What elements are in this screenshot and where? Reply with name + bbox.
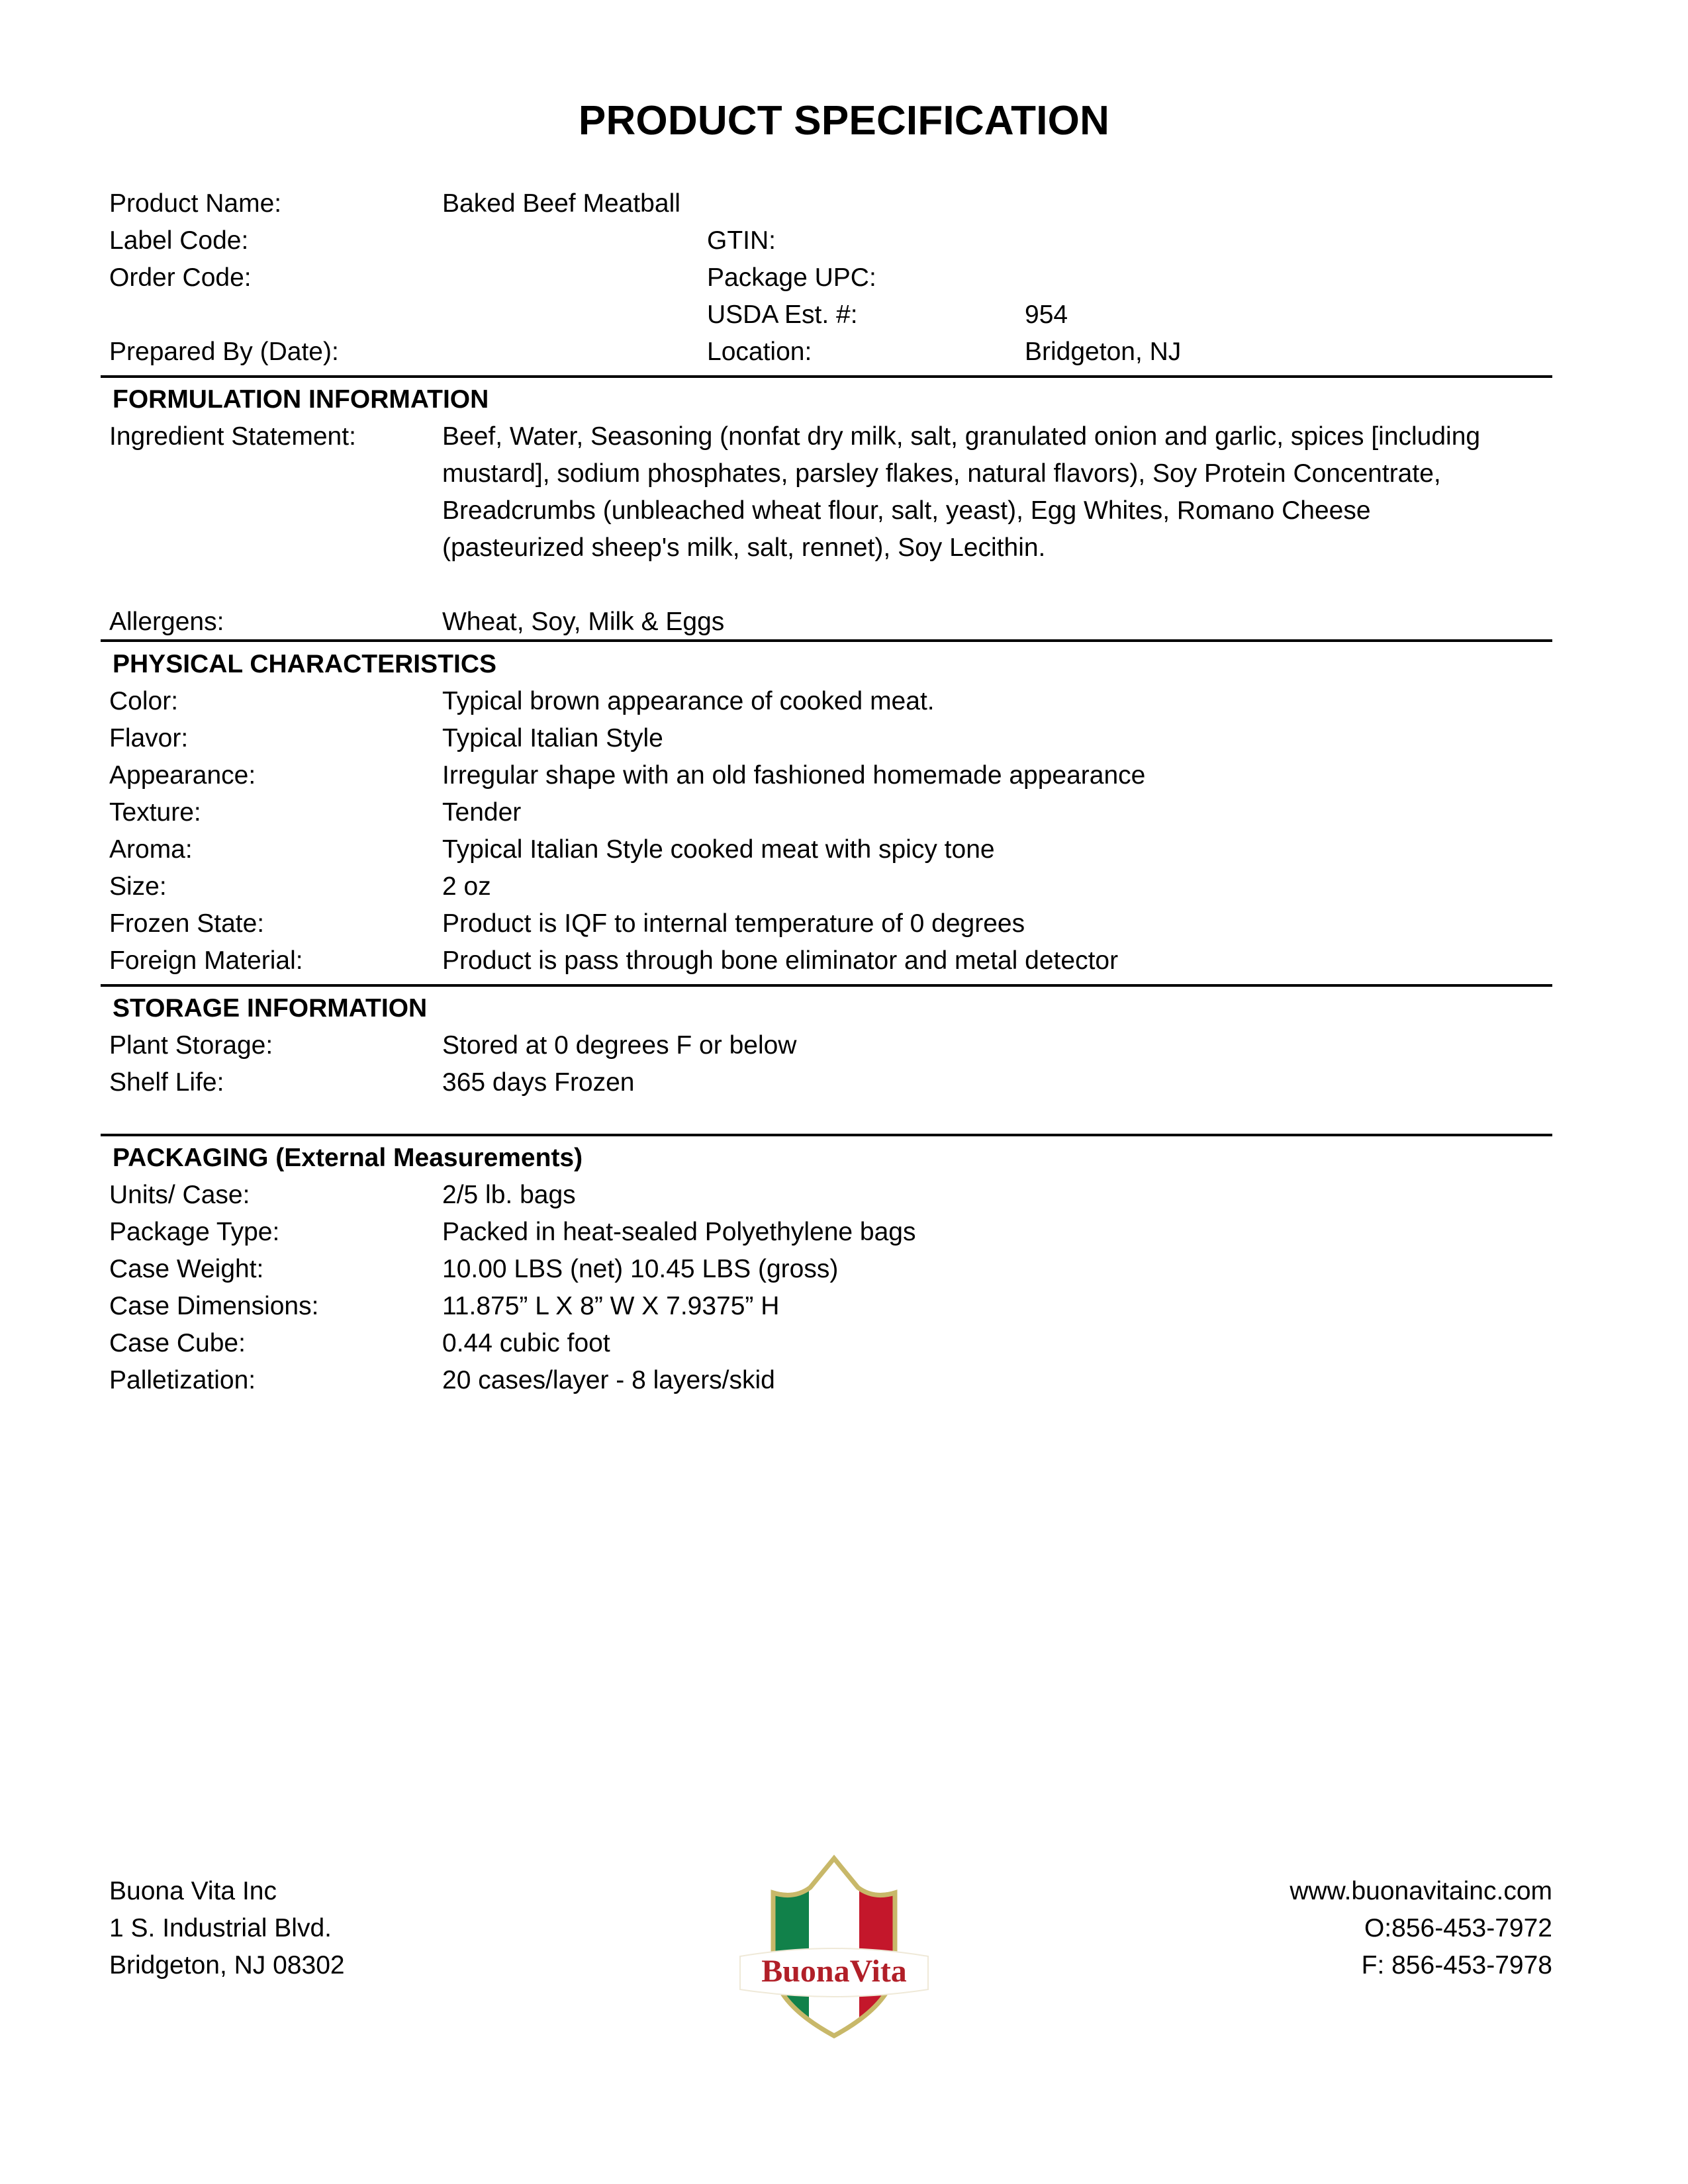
label-package-type: Package Type:: [109, 1218, 280, 1246]
value-ingredient-statement: Beef, Water, Seasoning (nonfat dry milk, salt, granulated onion and garlic, spices [including mustard], sodium phosphates, parsley flakes, natural flavors), Soy Protein Concentrate, Breadcrumbs (unbleached wheat flour, salt, yeast), Egg Whites, Romano Cheese (pasteurized sheep's milk, salt, rennet), Soy Lecithin.: [442, 422, 1481, 562]
label-usda-est: USDA Est. #:: [707, 300, 858, 329]
label-order-code: Order Code:: [109, 263, 252, 292]
row-plant-storage: [0, 1027, 1688, 1064]
row-allergens: [0, 604, 1688, 641]
footer-office-phone[interactable]: O:856-453-7972: [1364, 1914, 1552, 1942]
label-label-code: Label Code:: [109, 226, 249, 255]
header-row-product-name: [0, 185, 1688, 222]
header-row-prepared-by: [0, 334, 1688, 371]
row-appearance: [0, 757, 1688, 794]
label-case-weight: Case Weight:: [109, 1255, 264, 1283]
label-units-case: Units/ Case:: [109, 1181, 250, 1209]
label-case-cube: Case Cube:: [109, 1329, 246, 1357]
value-allergens: Wheat, Soy, Milk & Eggs: [442, 608, 725, 636]
label-shelf-life: Shelf Life:: [109, 1068, 224, 1097]
label-gtin: GTIN:: [707, 226, 776, 255]
row-flavor: [0, 720, 1688, 757]
section-heading-packaging: PACKAGING (External Measurements): [113, 1144, 583, 1172]
section-heading-physical: PHYSICAL CHARACTERISTICS: [113, 650, 496, 678]
divider-after-physical: [101, 984, 1552, 987]
footer-company-name: Buona Vita Inc: [109, 1877, 277, 1905]
label-color: Color:: [109, 687, 179, 715]
value-case-weight: 10.00 LBS (net) 10.45 LBS (gross): [442, 1255, 839, 1283]
header-row-usda-est: [0, 296, 1688, 334]
row-case-weight: [0, 1251, 1688, 1288]
footer-address-line2: Bridgeton, NJ 08302: [109, 1951, 345, 1979]
section-heading-storage: STORAGE INFORMATION: [113, 994, 428, 1023]
label-aroma: Aroma:: [109, 835, 193, 864]
value-foreign-material: Product is pass through bone eliminator and metal detector: [442, 946, 1119, 975]
row-frozen-state: [0, 905, 1688, 942]
value-usda-est: 954: [1025, 300, 1068, 329]
footer-fax-number[interactable]: F: 856-453-7978: [1361, 1951, 1552, 1979]
label-case-dimensions: Case Dimensions:: [109, 1292, 319, 1320]
label-plant-storage: Plant Storage:: [109, 1031, 273, 1060]
value-case-dimensions: 11.875” L X 8” W X 7.9375” H: [442, 1292, 780, 1320]
divider-after-formulation: [101, 639, 1552, 642]
page-title: PRODUCT SPECIFICATION: [578, 98, 1110, 144]
value-frozen-state: Product is IQF to internal temperature of 0 degrees: [442, 909, 1025, 938]
footer-website-link[interactable]: www.buonavitainc.com: [1289, 1877, 1552, 1905]
divider-after-header: [101, 375, 1552, 378]
value-aroma: Typical Italian Style cooked meat with spicy tone: [442, 835, 995, 864]
value-package-type: Packed in heat-sealed Polyethylene bags: [442, 1218, 916, 1246]
value-shelf-life: 365 days Frozen: [442, 1068, 635, 1097]
label-package-upc: Package UPC:: [707, 263, 876, 292]
label-size: Size:: [109, 872, 167, 901]
label-frozen-state: Frozen State:: [109, 909, 265, 938]
label-prepared-by: Prepared By (Date):: [109, 338, 339, 366]
label-location: Location:: [707, 338, 812, 366]
value-texture: Tender: [442, 798, 522, 827]
row-size: [0, 868, 1688, 905]
footer-contact-block: [1289, 1873, 1552, 1984]
label-ingredient-statement: Ingredient Statement:: [109, 422, 356, 451]
label-appearance: Appearance:: [109, 761, 256, 790]
buona-vita-logo: [728, 1846, 940, 2045]
row-foreign-material: [0, 942, 1688, 979]
section-heading-formulation: FORMULATION INFORMATION: [113, 385, 489, 414]
row-color: [0, 683, 1688, 720]
label-product-name: Product Name:: [109, 189, 282, 218]
row-texture: [0, 794, 1688, 831]
row-palletization: [0, 1362, 1688, 1399]
footer-address-line1: 1 S. Industrial Blvd.: [109, 1914, 332, 1942]
value-units-case: 2/5 lb. bags: [442, 1181, 576, 1209]
label-flavor: Flavor:: [109, 724, 189, 752]
value-flavor: Typical Italian Style: [442, 724, 663, 752]
value-location: Bridgeton, NJ: [1025, 338, 1182, 366]
divider-after-storage: [101, 1134, 1552, 1136]
row-units-case: [0, 1177, 1688, 1214]
label-foreign-material: Foreign Material:: [109, 946, 303, 975]
value-case-cube: 0.44 cubic foot: [442, 1329, 610, 1357]
row-case-dimensions: [0, 1288, 1688, 1325]
value-plant-storage: Stored at 0 degrees F or below: [442, 1031, 797, 1060]
header-row-label-code: [0, 222, 1688, 259]
value-palletization: 20 cases/layer - 8 layers/skid: [442, 1366, 775, 1394]
label-texture: Texture:: [109, 798, 201, 827]
label-palletization: Palletization:: [109, 1366, 256, 1394]
value-size: 2 oz: [442, 872, 491, 901]
footer-company-block: [109, 1873, 345, 1984]
row-package-type: [0, 1214, 1688, 1251]
logo-wordmark: BuonaVita: [761, 1954, 907, 1989]
header-row-order-code: [0, 259, 1688, 296]
value-product-name: Baked Beef Meatball: [442, 189, 680, 218]
row-aroma: [0, 831, 1688, 868]
row-shelf-life: [0, 1064, 1688, 1101]
label-allergens: Allergens:: [109, 608, 224, 636]
value-color: Typical brown appearance of cooked meat.: [442, 687, 935, 715]
value-appearance: Irregular shape with an old fashioned homemade appearance: [442, 761, 1146, 790]
row-case-cube: [0, 1325, 1688, 1362]
